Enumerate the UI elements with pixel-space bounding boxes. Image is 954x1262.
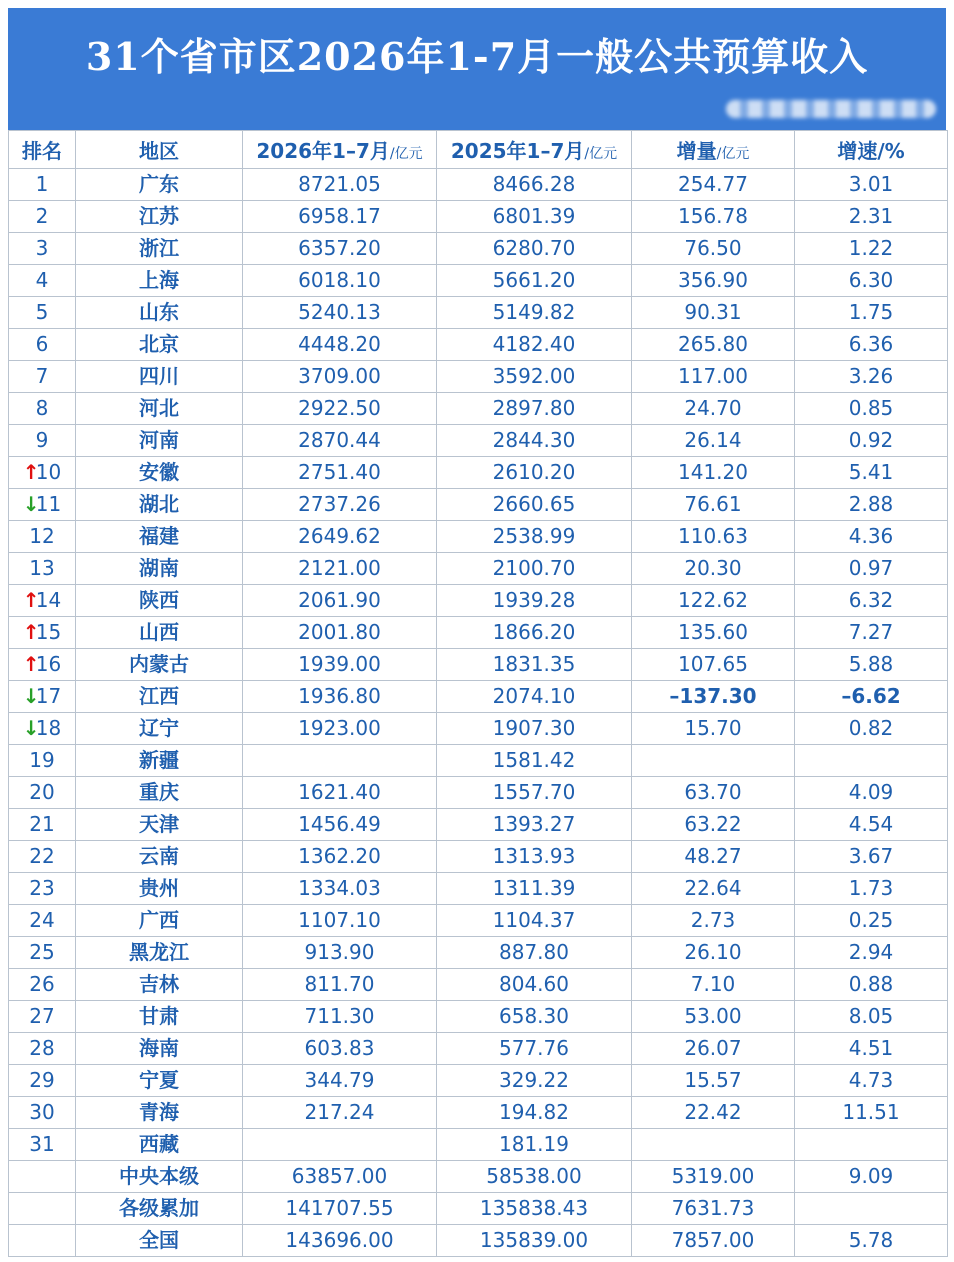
region-cell: 中央本级 bbox=[76, 1161, 243, 1193]
growth-rate-cell: 4.36 bbox=[795, 521, 948, 553]
region-cell: 海南 bbox=[76, 1033, 243, 1065]
increase-cell: 22.42 bbox=[632, 1097, 795, 1129]
growth-rate-cell: 0.82 bbox=[795, 713, 948, 745]
table-row bbox=[9, 233, 948, 265]
region-cell: 辽宁 bbox=[76, 713, 243, 745]
region-cell: 吉林 bbox=[76, 969, 243, 1001]
value-2025-cell: 1831.35 bbox=[437, 649, 632, 681]
rank-number: 17 bbox=[35, 684, 62, 708]
rank-cell bbox=[9, 521, 76, 553]
growth-rate-cell: 0.97 bbox=[795, 553, 948, 585]
value-2025-cell: 329.22 bbox=[437, 1065, 632, 1097]
growth-rate-cell bbox=[795, 1193, 948, 1225]
rank-cell bbox=[9, 649, 76, 681]
value-2026-cell: 344.79 bbox=[243, 1065, 437, 1097]
rank-number: 10 bbox=[35, 460, 62, 484]
value-2026-cell: 141707.55 bbox=[243, 1193, 437, 1225]
increase-cell: 63.70 bbox=[632, 777, 795, 809]
header-region: 地区 bbox=[76, 131, 243, 169]
region-cell: 上海 bbox=[76, 265, 243, 297]
table-row bbox=[9, 489, 948, 521]
table-row bbox=[9, 969, 948, 1001]
table-row bbox=[9, 361, 948, 393]
increase-cell: 117.00 bbox=[632, 361, 795, 393]
increase-cell: 156.78 bbox=[632, 201, 795, 233]
value-2025-cell: 194.82 bbox=[437, 1097, 632, 1129]
header-row bbox=[9, 131, 948, 169]
value-2025-cell: 2844.30 bbox=[437, 425, 632, 457]
region-cell: 全国 bbox=[76, 1225, 243, 1257]
table-row bbox=[9, 425, 948, 457]
region-cell: 山西 bbox=[76, 617, 243, 649]
value-2025-cell: 2897.80 bbox=[437, 393, 632, 425]
region-cell: 云南 bbox=[76, 841, 243, 873]
rank-cell bbox=[9, 841, 76, 873]
growth-rate-cell: 1.22 bbox=[795, 233, 948, 265]
region-cell: 福建 bbox=[76, 521, 243, 553]
rank-number: 29 bbox=[29, 1068, 55, 1092]
table-row bbox=[9, 265, 948, 297]
region-cell: 湖南 bbox=[76, 553, 243, 585]
rank-cell bbox=[9, 681, 76, 713]
table-row bbox=[9, 617, 948, 649]
table-row bbox=[9, 201, 948, 233]
rank-number: 16 bbox=[35, 652, 62, 676]
rank-number: 15 bbox=[35, 620, 62, 644]
growth-rate-cell: 4.73 bbox=[795, 1065, 948, 1097]
rank-up-arrow-icon: ↑ bbox=[22, 620, 40, 644]
value-2026-cell: 2001.80 bbox=[243, 617, 437, 649]
increase-cell: 76.61 bbox=[632, 489, 795, 521]
table-row bbox=[9, 1161, 948, 1193]
rank-cell bbox=[9, 1033, 76, 1065]
rank-cell bbox=[9, 1225, 76, 1257]
growth-rate-cell: 6.32 bbox=[795, 585, 948, 617]
rank-number: 27 bbox=[29, 1004, 55, 1028]
growth-rate-cell: 11.51 bbox=[795, 1097, 948, 1129]
value-2025-cell: 4182.40 bbox=[437, 329, 632, 361]
header-2026: 2026年1–7月/亿元 bbox=[243, 131, 437, 169]
table-row bbox=[9, 297, 948, 329]
rank-cell bbox=[9, 777, 76, 809]
value-2026-cell: 1621.40 bbox=[243, 777, 437, 809]
value-2025-cell: 1907.30 bbox=[437, 713, 632, 745]
region-cell: 甘肃 bbox=[76, 1001, 243, 1033]
increase-cell: 48.27 bbox=[632, 841, 795, 873]
value-2026-cell: 2121.00 bbox=[243, 553, 437, 585]
value-2026-cell: 2649.62 bbox=[243, 521, 437, 553]
increase-cell bbox=[632, 745, 795, 777]
value-2026-cell: 1939.00 bbox=[243, 649, 437, 681]
growth-rate-cell: 0.92 bbox=[795, 425, 948, 457]
rank-number: 31 bbox=[29, 1132, 55, 1156]
rank-cell bbox=[9, 1161, 76, 1193]
value-2026-cell: 3709.00 bbox=[243, 361, 437, 393]
growth-rate-cell bbox=[795, 1129, 948, 1161]
rank-number: 14 bbox=[35, 588, 62, 612]
value-2025-cell: 1313.93 bbox=[437, 841, 632, 873]
rank-cell bbox=[9, 1193, 76, 1225]
table-row bbox=[9, 777, 948, 809]
title-banner bbox=[8, 8, 946, 130]
rank-number: 1 bbox=[35, 172, 49, 196]
value-2026-cell: 711.30 bbox=[243, 1001, 437, 1033]
value-2025-cell: 658.30 bbox=[437, 1001, 632, 1033]
growth-rate-cell: 3.01 bbox=[795, 169, 948, 201]
rank-number: 19 bbox=[29, 748, 55, 772]
value-2025-cell: 181.19 bbox=[437, 1129, 632, 1161]
value-2026-cell: 4448.20 bbox=[243, 329, 437, 361]
rank-number: 20 bbox=[29, 780, 55, 804]
region-cell: 内蒙古 bbox=[76, 649, 243, 681]
value-2026-cell bbox=[243, 745, 437, 777]
increase-cell: 24.70 bbox=[632, 393, 795, 425]
rank-up-arrow-icon: ↑ bbox=[22, 460, 40, 484]
growth-rate-cell: 6.30 bbox=[795, 265, 948, 297]
rank-cell bbox=[9, 457, 76, 489]
value-2026-cell: 63857.00 bbox=[243, 1161, 437, 1193]
region-cell: 四川 bbox=[76, 361, 243, 393]
rank-cell bbox=[9, 1097, 76, 1129]
value-2026-cell: 217.24 bbox=[243, 1097, 437, 1129]
growth-rate-cell: 0.25 bbox=[795, 905, 948, 937]
growth-rate-cell: 5.41 bbox=[795, 457, 948, 489]
region-cell: 安徽 bbox=[76, 457, 243, 489]
region-cell: 江苏 bbox=[76, 201, 243, 233]
value-2025-cell: 1393.27 bbox=[437, 809, 632, 841]
rank-cell bbox=[9, 1065, 76, 1097]
increase-cell: –137.30 bbox=[632, 681, 795, 713]
growth-rate-cell: 3.67 bbox=[795, 841, 948, 873]
table-row bbox=[9, 681, 948, 713]
rank-cell bbox=[9, 489, 76, 521]
increase-cell: 26.07 bbox=[632, 1033, 795, 1065]
rank-number: 5 bbox=[35, 300, 49, 324]
rank-down-arrow-icon: ↓ bbox=[22, 492, 40, 516]
growth-rate-cell: 8.05 bbox=[795, 1001, 948, 1033]
value-2025-cell: 1581.42 bbox=[437, 745, 632, 777]
value-2025-cell: 577.76 bbox=[437, 1033, 632, 1065]
increase-cell: 90.31 bbox=[632, 297, 795, 329]
value-2026-cell: 2061.90 bbox=[243, 585, 437, 617]
rank-cell bbox=[9, 233, 76, 265]
value-2025-cell: 5149.82 bbox=[437, 297, 632, 329]
increase-cell: 15.57 bbox=[632, 1065, 795, 1097]
table-row bbox=[9, 1225, 948, 1257]
value-2025-cell: 135838.43 bbox=[437, 1193, 632, 1225]
value-2025-cell: 1104.37 bbox=[437, 905, 632, 937]
region-cell: 宁夏 bbox=[76, 1065, 243, 1097]
rank-up-arrow-icon: ↑ bbox=[22, 588, 40, 612]
table-row bbox=[9, 169, 948, 201]
growth-rate-cell: 1.75 bbox=[795, 297, 948, 329]
rank-down-arrow-icon: ↓ bbox=[22, 716, 40, 740]
rank-number: 26 bbox=[29, 972, 55, 996]
table-row bbox=[9, 873, 948, 905]
growth-rate-cell: 5.78 bbox=[795, 1225, 948, 1257]
value-2026-cell: 8721.05 bbox=[243, 169, 437, 201]
rank-cell bbox=[9, 329, 76, 361]
rank-number: 12 bbox=[29, 524, 55, 548]
increase-cell: 5319.00 bbox=[632, 1161, 795, 1193]
region-cell: 湖北 bbox=[76, 489, 243, 521]
value-2025-cell: 8466.28 bbox=[437, 169, 632, 201]
region-cell: 广西 bbox=[76, 905, 243, 937]
table-body bbox=[9, 169, 948, 1257]
value-2026-cell: 603.83 bbox=[243, 1033, 437, 1065]
value-2025-cell: 2100.70 bbox=[437, 553, 632, 585]
growth-rate-cell: 0.85 bbox=[795, 393, 948, 425]
growth-rate-cell: 9.09 bbox=[795, 1161, 948, 1193]
value-2026-cell: 811.70 bbox=[243, 969, 437, 1001]
increase-cell: 7.10 bbox=[632, 969, 795, 1001]
increase-cell: 7631.73 bbox=[632, 1193, 795, 1225]
value-2026-cell: 6958.17 bbox=[243, 201, 437, 233]
value-2026-cell: 6357.20 bbox=[243, 233, 437, 265]
rank-cell bbox=[9, 617, 76, 649]
table-row bbox=[9, 521, 948, 553]
value-2025-cell: 2660.65 bbox=[437, 489, 632, 521]
increase-cell: 122.62 bbox=[632, 585, 795, 617]
value-2026-cell: 1456.49 bbox=[243, 809, 437, 841]
increase-cell: 2.73 bbox=[632, 905, 795, 937]
table-row bbox=[9, 1001, 948, 1033]
growth-rate-cell: 0.88 bbox=[795, 969, 948, 1001]
region-cell: 河南 bbox=[76, 425, 243, 457]
rank-cell bbox=[9, 937, 76, 969]
value-2025-cell: 135839.00 bbox=[437, 1225, 632, 1257]
region-cell: 各级累加 bbox=[76, 1193, 243, 1225]
rank-cell bbox=[9, 905, 76, 937]
growth-rate-cell: 2.88 bbox=[795, 489, 948, 521]
rank-cell bbox=[9, 585, 76, 617]
header-2025: 2025年1–7月/亿元 bbox=[437, 131, 632, 169]
rank-number: 11 bbox=[35, 492, 62, 516]
value-2025-cell: 804.60 bbox=[437, 969, 632, 1001]
increase-cell: 141.20 bbox=[632, 457, 795, 489]
rank-cell bbox=[9, 553, 76, 585]
rank-down-arrow-icon: ↓ bbox=[22, 684, 40, 708]
value-2025-cell: 2610.20 bbox=[437, 457, 632, 489]
increase-cell: 254.77 bbox=[632, 169, 795, 201]
rank-cell bbox=[9, 393, 76, 425]
rank-cell bbox=[9, 809, 76, 841]
value-2026-cell: 1107.10 bbox=[243, 905, 437, 937]
table-row bbox=[9, 841, 948, 873]
table-row bbox=[9, 457, 948, 489]
rank-number: 28 bbox=[29, 1036, 55, 1060]
growth-rate-cell: 3.26 bbox=[795, 361, 948, 393]
value-2026-cell: 1936.80 bbox=[243, 681, 437, 713]
rank-number: 8 bbox=[35, 396, 49, 420]
rank-cell bbox=[9, 169, 76, 201]
growth-rate-cell: 5.88 bbox=[795, 649, 948, 681]
growth-rate-cell: 2.31 bbox=[795, 201, 948, 233]
rank-number: 4 bbox=[35, 268, 49, 292]
region-cell: 贵州 bbox=[76, 873, 243, 905]
value-2025-cell: 1866.20 bbox=[437, 617, 632, 649]
region-cell: 浙江 bbox=[76, 233, 243, 265]
region-cell: 西藏 bbox=[76, 1129, 243, 1161]
value-2026-cell bbox=[243, 1129, 437, 1161]
rank-number: 7 bbox=[35, 364, 49, 388]
value-2026-cell: 5240.13 bbox=[243, 297, 437, 329]
region-cell: 广东 bbox=[76, 169, 243, 201]
growth-rate-cell: 4.09 bbox=[795, 777, 948, 809]
table-row bbox=[9, 393, 948, 425]
header-rank: 排名 bbox=[9, 131, 76, 169]
value-2025-cell: 5661.20 bbox=[437, 265, 632, 297]
table-row bbox=[9, 745, 948, 777]
rank-number: 24 bbox=[29, 908, 55, 932]
rank-number: 9 bbox=[35, 428, 49, 452]
header-growth-rate: 增速/% bbox=[795, 131, 948, 169]
region-cell: 新疆 bbox=[76, 745, 243, 777]
increase-cell: 15.70 bbox=[632, 713, 795, 745]
growth-rate-cell: 7.27 bbox=[795, 617, 948, 649]
value-2025-cell: 6280.70 bbox=[437, 233, 632, 265]
table-row bbox=[9, 905, 948, 937]
page-title: 31个省市区2026年1-7月一般公共预算收入 bbox=[85, 34, 869, 79]
increase-cell: 107.65 bbox=[632, 649, 795, 681]
table-row bbox=[9, 937, 948, 969]
value-2025-cell: 1557.70 bbox=[437, 777, 632, 809]
rank-cell bbox=[9, 745, 76, 777]
increase-cell: 63.22 bbox=[632, 809, 795, 841]
value-2025-cell: 3592.00 bbox=[437, 361, 632, 393]
rank-cell bbox=[9, 425, 76, 457]
table-row bbox=[9, 1193, 948, 1225]
budget-revenue-table bbox=[8, 130, 948, 1257]
increase-cell: 26.10 bbox=[632, 937, 795, 969]
table-row bbox=[9, 1097, 948, 1129]
table-row bbox=[9, 713, 948, 745]
region-cell: 北京 bbox=[76, 329, 243, 361]
value-2026-cell: 913.90 bbox=[243, 937, 437, 969]
rank-number: 23 bbox=[29, 876, 55, 900]
value-2026-cell: 2751.40 bbox=[243, 457, 437, 489]
table-row bbox=[9, 1065, 948, 1097]
value-2026-cell: 2737.26 bbox=[243, 489, 437, 521]
value-2025-cell: 2538.99 bbox=[437, 521, 632, 553]
rank-number: 13 bbox=[29, 556, 55, 580]
rank-cell bbox=[9, 1129, 76, 1161]
increase-cell: 22.64 bbox=[632, 873, 795, 905]
rank-cell bbox=[9, 265, 76, 297]
rank-cell bbox=[9, 969, 76, 1001]
region-cell: 青海 bbox=[76, 1097, 243, 1129]
increase-cell: 110.63 bbox=[632, 521, 795, 553]
rank-number: 22 bbox=[29, 844, 55, 868]
value-2026-cell: 143696.00 bbox=[243, 1225, 437, 1257]
rank-cell bbox=[9, 873, 76, 905]
value-2026-cell: 2922.50 bbox=[243, 393, 437, 425]
table-row bbox=[9, 585, 948, 617]
rank-cell bbox=[9, 297, 76, 329]
increase-cell: 265.80 bbox=[632, 329, 795, 361]
value-2025-cell: 6801.39 bbox=[437, 201, 632, 233]
growth-rate-cell: 1.73 bbox=[795, 873, 948, 905]
increase-cell: 53.00 bbox=[632, 1001, 795, 1033]
rank-number: 18 bbox=[35, 716, 62, 740]
rank-number: 6 bbox=[35, 332, 49, 356]
rank-number: 21 bbox=[29, 812, 55, 836]
value-2025-cell: 58538.00 bbox=[437, 1161, 632, 1193]
rank-number: 30 bbox=[29, 1100, 55, 1124]
growth-rate-cell: 6.36 bbox=[795, 329, 948, 361]
rank-number: 3 bbox=[35, 236, 49, 260]
table-row bbox=[9, 553, 948, 585]
rank-number: 25 bbox=[29, 940, 55, 964]
increase-cell bbox=[632, 1129, 795, 1161]
rank-cell bbox=[9, 201, 76, 233]
increase-cell: 76.50 bbox=[632, 233, 795, 265]
table-row bbox=[9, 1033, 948, 1065]
increase-cell: 20.30 bbox=[632, 553, 795, 585]
blurred-watermark bbox=[726, 100, 936, 118]
rank-number: 2 bbox=[35, 204, 49, 228]
region-cell: 黑龙江 bbox=[76, 937, 243, 969]
region-cell: 重庆 bbox=[76, 777, 243, 809]
region-cell: 山东 bbox=[76, 297, 243, 329]
increase-cell: 356.90 bbox=[632, 265, 795, 297]
table-row bbox=[9, 1129, 948, 1161]
region-cell: 天津 bbox=[76, 809, 243, 841]
growth-rate-cell: 4.54 bbox=[795, 809, 948, 841]
region-cell: 河北 bbox=[76, 393, 243, 425]
value-2026-cell: 1334.03 bbox=[243, 873, 437, 905]
value-2026-cell: 2870.44 bbox=[243, 425, 437, 457]
rank-up-arrow-icon: ↑ bbox=[22, 652, 40, 676]
increase-cell: 135.60 bbox=[632, 617, 795, 649]
region-cell: 陕西 bbox=[76, 585, 243, 617]
rank-cell bbox=[9, 361, 76, 393]
growth-rate-cell bbox=[795, 745, 948, 777]
growth-rate-cell: 2.94 bbox=[795, 937, 948, 969]
table-row bbox=[9, 809, 948, 841]
value-2025-cell: 1939.28 bbox=[437, 585, 632, 617]
value-2026-cell: 1923.00 bbox=[243, 713, 437, 745]
increase-cell: 7857.00 bbox=[632, 1225, 795, 1257]
rank-cell bbox=[9, 1001, 76, 1033]
growth-rate-cell: 4.51 bbox=[795, 1033, 948, 1065]
value-2025-cell: 1311.39 bbox=[437, 873, 632, 905]
value-2025-cell: 2074.10 bbox=[437, 681, 632, 713]
value-2026-cell: 1362.20 bbox=[243, 841, 437, 873]
rank-cell bbox=[9, 713, 76, 745]
value-2026-cell: 6018.10 bbox=[243, 265, 437, 297]
table-row bbox=[9, 649, 948, 681]
header-increase: 增量/亿元 bbox=[632, 131, 795, 169]
value-2025-cell: 887.80 bbox=[437, 937, 632, 969]
table-row bbox=[9, 329, 948, 361]
growth-rate-cell: –6.62 bbox=[795, 681, 948, 713]
region-cell: 江西 bbox=[76, 681, 243, 713]
increase-cell: 26.14 bbox=[632, 425, 795, 457]
